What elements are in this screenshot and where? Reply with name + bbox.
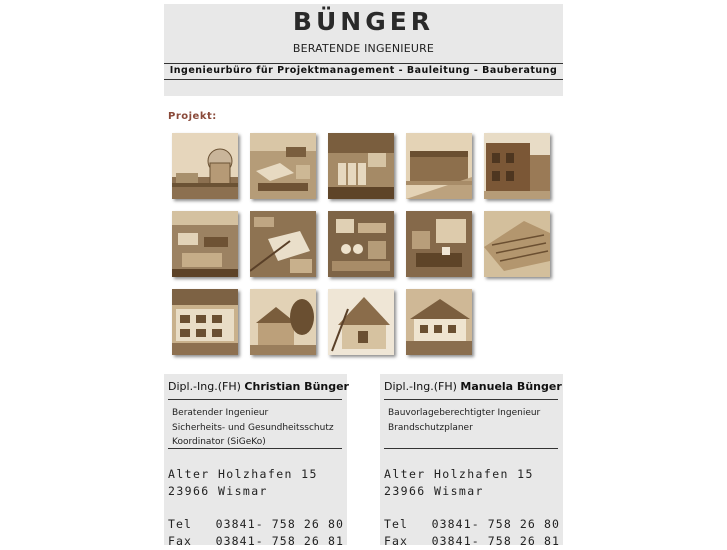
tel-number[interactable]: 03841- 758 26 80 bbox=[431, 517, 560, 531]
roof-construction-icon bbox=[484, 211, 550, 277]
contact-title: Dipl.-Ing.(FH) bbox=[168, 380, 241, 393]
tagline: Ingenieurbüro für Projektmanagement - Bauleitung - Bauberatung bbox=[169, 65, 558, 76]
gable-house-icon bbox=[406, 289, 472, 355]
project-thumb-8[interactable] bbox=[328, 211, 394, 277]
role-line: Beratender Ingenieur bbox=[172, 408, 269, 418]
project-thumb-9[interactable] bbox=[406, 211, 472, 277]
contact-address bbox=[384, 466, 534, 500]
apartment-icon bbox=[172, 289, 238, 355]
contact-person-name: Manuela Bünger bbox=[460, 380, 562, 393]
project-thumb-1[interactable] bbox=[172, 133, 238, 199]
project-thumb-10[interactable] bbox=[484, 211, 550, 277]
aerial-port-icon bbox=[172, 211, 238, 277]
project-thumb-2[interactable] bbox=[250, 133, 316, 199]
project-thumb-6[interactable] bbox=[172, 211, 238, 277]
contact-card-christian bbox=[164, 374, 349, 548]
aerial-plant-icon bbox=[328, 211, 394, 277]
fax-number: 03841- 758 26 81 bbox=[215, 534, 344, 548]
role-line: Bauvorlageberechtigter Ingenieur bbox=[388, 408, 541, 418]
contact-person-name: Christian Bünger bbox=[244, 380, 349, 393]
project-thumb-3[interactable] bbox=[328, 133, 394, 199]
contact-address bbox=[168, 466, 318, 500]
contact-card-manuela bbox=[380, 374, 563, 548]
brick-building-icon bbox=[484, 133, 550, 199]
role-line: Brandschutzplaner bbox=[388, 422, 473, 433]
fax-label: Fax bbox=[168, 534, 193, 548]
radar-dome-icon bbox=[172, 133, 238, 199]
contact-name bbox=[168, 380, 349, 393]
project-thumb-14[interactable] bbox=[406, 289, 472, 355]
fax-label: Fax bbox=[384, 534, 409, 548]
divider bbox=[384, 448, 558, 449]
tel-label: Tel bbox=[384, 517, 409, 531]
role-line: Koordinator (SiGeKo) bbox=[172, 437, 266, 447]
project-thumb-11[interactable] bbox=[172, 289, 238, 355]
address-street: Alter Holzhafen 15 bbox=[384, 467, 534, 481]
industrial-icon bbox=[406, 211, 472, 277]
tagline-bar bbox=[164, 63, 563, 80]
silos-icon bbox=[328, 133, 394, 199]
project-thumb-5[interactable] bbox=[484, 133, 550, 199]
fax-number: 03841- 758 26 81 bbox=[431, 534, 560, 548]
contact-name bbox=[384, 380, 562, 393]
aerial-site-icon bbox=[250, 133, 316, 199]
hall-icon bbox=[406, 133, 472, 199]
role-line: Sicherheits- und Gesundheitsschutz bbox=[172, 422, 334, 433]
contact-title: Dipl.-Ing.(FH) bbox=[384, 380, 457, 393]
project-thumb-4[interactable] bbox=[406, 133, 472, 199]
project-thumb-13[interactable] bbox=[328, 289, 394, 355]
contact-roles bbox=[172, 406, 334, 450]
address-street: Alter Holzhafen 15 bbox=[168, 467, 318, 481]
address-city: 23966 Wismar bbox=[384, 484, 484, 498]
house-tree-icon bbox=[250, 289, 316, 355]
tel-label: Tel bbox=[168, 517, 193, 531]
divider bbox=[168, 448, 342, 449]
tel-number[interactable]: 03841- 758 26 80 bbox=[215, 517, 344, 531]
church-icon bbox=[328, 289, 394, 355]
contact-roles bbox=[388, 406, 540, 435]
project-section-label: Projekt: bbox=[168, 111, 217, 122]
brand-subtitle: BERATENDE INGENIEURE bbox=[292, 42, 435, 55]
address-city: 23966 Wismar bbox=[168, 484, 268, 498]
site-header bbox=[164, 4, 563, 96]
aerial-hall-icon bbox=[250, 211, 316, 277]
project-thumb-12[interactable] bbox=[250, 289, 316, 355]
divider bbox=[384, 399, 558, 400]
project-thumb-7[interactable] bbox=[250, 211, 316, 277]
divider bbox=[168, 399, 342, 400]
brand-logo[interactable]: BÜNGER bbox=[292, 7, 435, 36]
